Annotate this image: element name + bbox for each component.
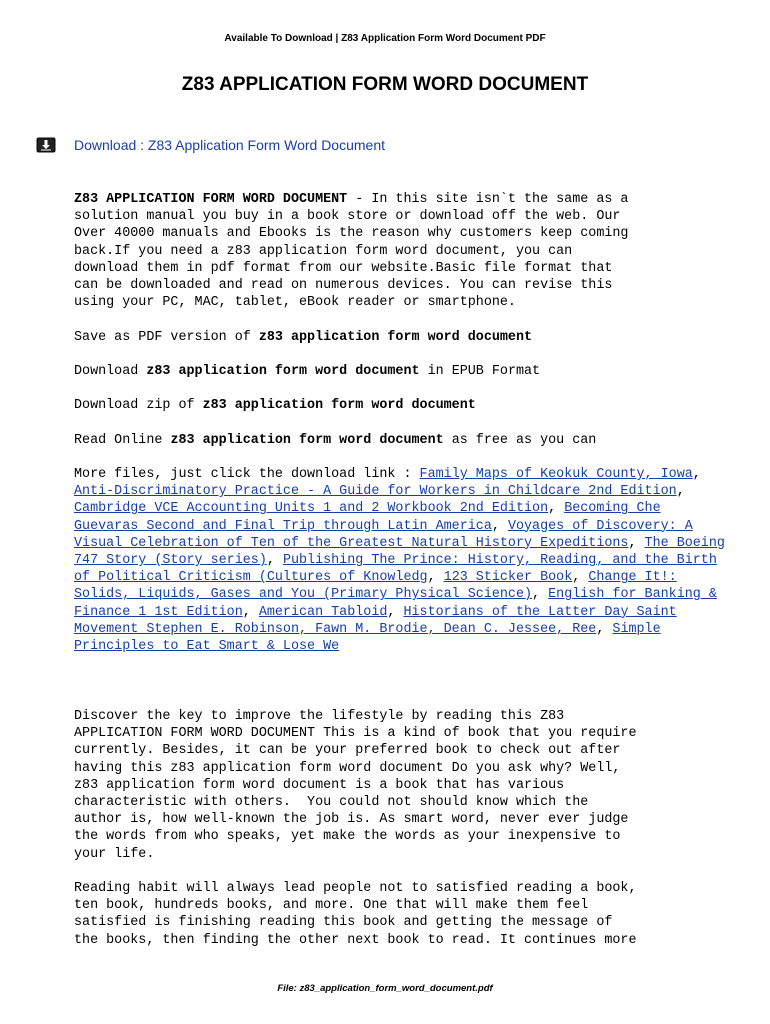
link-separator: , — [628, 535, 645, 551]
link-separator: , — [572, 570, 589, 586]
intro-line: solution manual you buy in a book store or download off the web. Our — [74, 209, 621, 225]
intro-line: back.If you need a z83 application form word document, you can — [74, 243, 573, 259]
download-icon[interactable] — [36, 137, 56, 153]
related-link[interactable]: American Tabloid — [258, 604, 388, 620]
intro-line: can be downloaded and read on numerous devices. You can revise this — [74, 278, 613, 294]
save-pdf-line — [74, 329, 730, 346]
discover-line: having this z83 application form word document Do you ask why? Well, — [74, 760, 621, 776]
link-separator: , — [266, 553, 283, 569]
reading-line: satisfied is finishing reading this book and getting the message of — [74, 915, 613, 931]
discover-line: the words from who speaks, yet make the words as your inexpensive to — [74, 829, 621, 845]
online-bold: z83 application form word document — [170, 433, 444, 448]
related-link[interactable]: 123 Sticker Book — [443, 570, 573, 586]
reading-habit-paragraph — [74, 880, 730, 949]
discover-line: author is, how well-known the job is. As smart word, never ever judge — [74, 812, 629, 828]
intro-line: using your PC, MAC, tablet, eBook reader or smartphone. — [74, 295, 516, 311]
link-separator: , — [427, 570, 444, 586]
more-files-paragraph — [74, 466, 726, 655]
link-separator: , — [532, 587, 549, 603]
reading-line: ten book, hundreds books, and more. One that will make them feel — [74, 898, 589, 914]
discover-line: z83 application form word document is a book that has various — [74, 777, 565, 793]
related-link[interactable]: Historians of the Latter Day Saint Movement Stephen E. Robinson, Fawn M. Brodie, Dean C. Jessee, Ree — [74, 604, 677, 637]
discover-line: currently. Besides, it can be your preferred book to check out after — [74, 743, 621, 759]
online-suffix: as free as you can — [443, 433, 597, 448]
related-link[interactable]: Voyages of Discovery: A Visual Celebration of Ten of the Greatest Natural History Expeditions — [74, 518, 693, 551]
related-link[interactable]: Publishing The Prince: History, Reading, and the Birth of Political Criticism (Cultures of Knowledg — [74, 553, 717, 586]
link-separator: , — [548, 501, 565, 517]
save-prefix: Save as PDF version of — [74, 330, 259, 345]
related-link[interactable]: Cambridge VCE Accounting Units 1 and 2 Workbook 2nd Edition — [74, 501, 549, 517]
link-separator: , — [387, 604, 404, 620]
related-link[interactable]: Anti-Discriminatory Practice - A Guide for Workers in Childcare 2nd Edition — [74, 484, 677, 500]
related-link[interactable]: English for Banking & Finance 1 1st Edition — [74, 587, 717, 620]
link-separator: , — [242, 604, 259, 620]
page-title: Z83 APPLICATION FORM WORD DOCUMENT — [181, 74, 589, 95]
epub-line — [74, 363, 730, 380]
related-link[interactable]: Becoming Che Guevaras Second and Final Trip through Latin America — [74, 501, 661, 534]
intro-line: Over 40000 manuals and Ebooks is the reason why customers keep coming — [74, 226, 629, 242]
intro-paragraph — [74, 191, 730, 311]
related-link[interactable]: The Boeing 747 Story (Story series) — [74, 535, 725, 569]
download-row — [36, 137, 385, 153]
page-footer: File: z83_application_form_word_document.pdf — [277, 983, 493, 994]
save-bold: z83 application form word document — [258, 330, 533, 345]
zip-prefix: Download zip of — [74, 398, 203, 413]
zip-bold: z83 application form word document — [202, 398, 476, 413]
intro-line: - In this site isn`t the same as a — [347, 192, 629, 207]
read-online-line — [74, 432, 730, 449]
related-link[interactable]: Change It!: Solids, Liquids, Gases and You (Primary Physical Science) — [74, 570, 677, 603]
download-link[interactable]: Download : Z83 Application Form Word Document — [74, 137, 385, 153]
page-header: Available To Download | Z83 Application Form Word Document PDF — [224, 33, 546, 44]
epub-bold: z83 application form word document — [146, 364, 420, 379]
link-separator: , — [596, 621, 613, 637]
epub-prefix: Download — [74, 364, 147, 379]
discover-line: characteristic with others. You could not should know which the — [74, 795, 589, 811]
online-prefix: Read Online — [74, 433, 171, 448]
intro-line: download them in pdf format from our website.Basic file format that — [74, 260, 613, 276]
epub-suffix: in EPUB Format — [419, 364, 541, 379]
link-separator: , — [491, 518, 508, 534]
discover-line: your life. — [74, 846, 155, 862]
link-separator: , — [676, 484, 685, 500]
intro-bold-title: Z83 APPLICATION FORM WORD DOCUMENT — [74, 192, 348, 207]
discover-line: APPLICATION FORM WORD DOCUMENT This is a kind of book that you require — [74, 726, 637, 742]
related-link[interactable]: Simple Principles to Eat Smart & Lose We — [74, 621, 661, 655]
link-separator: , — [692, 467, 701, 482]
discover-line: Discover the key to improve the lifestyle by reading this Z83 — [74, 709, 565, 724]
zip-line — [74, 397, 730, 414]
reading-line: Reading habit will always lead people not to satisfied reading a book, — [74, 881, 637, 896]
more-files-lead: More files, just click the download link : — [74, 467, 420, 482]
related-link[interactable]: Family Maps of Keokuk County, Iowa — [419, 467, 693, 482]
discover-paragraph — [74, 708, 730, 863]
reading-line: the books, then finding the other next book to read. It continues more — [74, 932, 637, 948]
